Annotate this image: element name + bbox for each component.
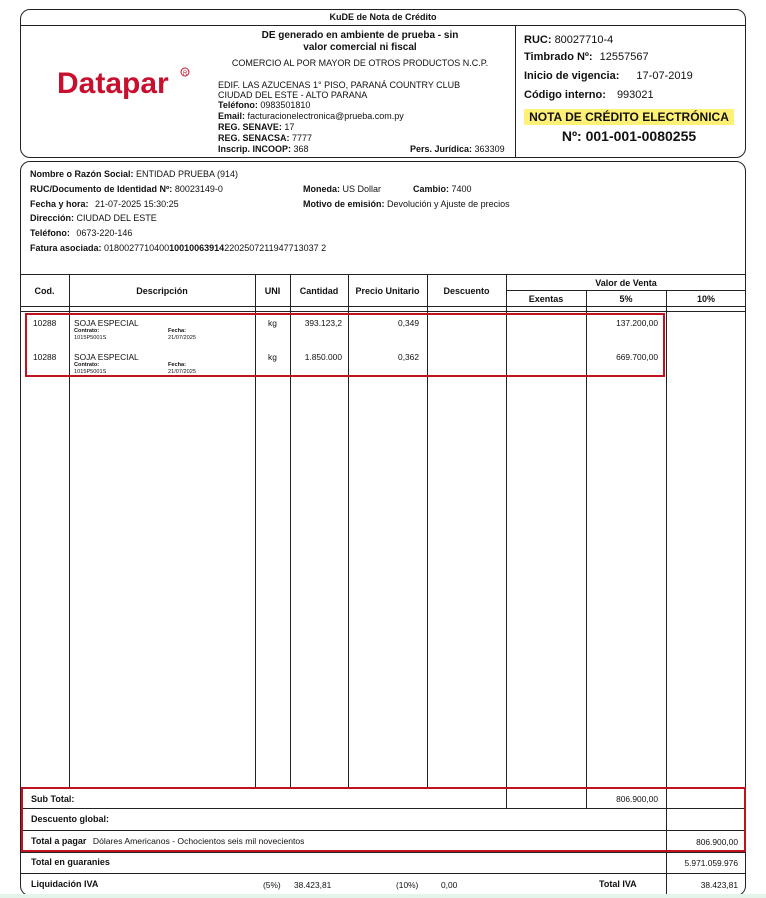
- row-cod: 10288: [33, 352, 57, 362]
- reg-senave: REG. SENAVE: 17: [218, 122, 295, 132]
- client-ruc: RUC/Documento de Identidad Nº: 80023149-0: [30, 184, 223, 194]
- row-contrato: 1015P5001S: [74, 369, 107, 375]
- company-logo: [57, 64, 197, 102]
- row-contrato-label: Contrato:: [74, 362, 100, 368]
- row-fecha: 21/07/2025: [168, 335, 196, 341]
- client-date: Fecha y hora: 21-07-2025 15:30:25: [30, 199, 179, 209]
- total-iva-label: Total IVA: [599, 879, 637, 889]
- document-number: Nº: 001-001-0080255: [561, 128, 697, 144]
- pers-juridica: Pers. Jurídica: 363309: [410, 144, 505, 154]
- business-activity: COMERCIO AL POR MAYOR DE OTROS PRODUCTOS N.C.P.: [231, 58, 489, 68]
- row-precio: 0,362: [398, 352, 419, 362]
- client-invoice: Fatura asociada: 0180027710400100100639142202507211947713037 2: [30, 243, 327, 253]
- client-address: Dirección: CIUDAD DEL ESTE: [30, 213, 157, 223]
- row-cod: 10288: [33, 318, 57, 328]
- ruc-field: RUC: 80027710-4: [524, 34, 614, 46]
- client-currency: Moneda: US Dollar: [303, 184, 382, 194]
- col-header-precio: Precio Unitario: [355, 286, 420, 296]
- client-box: [20, 161, 746, 896]
- client-phone: Teléfono: 0673-220-146: [30, 228, 133, 238]
- address-line-2: CIUDAD DEL ESTE - ALTO PARANA: [218, 90, 368, 100]
- row-5: 137.200,00: [616, 318, 658, 328]
- bottom-bar: [0, 894, 766, 898]
- descuento-global-label: Descuento global:: [31, 814, 110, 824]
- svg-text:R: R: [183, 71, 188, 77]
- row-fecha: 21/07/2025: [168, 369, 196, 375]
- annotation-rows-highlight: [25, 313, 665, 377]
- annotation-totals-highlight: [21, 787, 746, 852]
- row-cantidad: 393.123,2: [304, 318, 342, 328]
- row-precio: 0,349: [398, 318, 419, 328]
- iva5-value: 38.423,81: [294, 880, 332, 890]
- col-header-5: 5%: [619, 294, 633, 304]
- reg-senacsa: REG. SENACSA: 7777: [218, 133, 313, 143]
- col-header-descripcion: Descripción: [136, 286, 188, 296]
- liquidacion-iva-label: Liquidación IVA: [31, 879, 99, 889]
- row-contrato: 1015P5001S: [74, 335, 107, 341]
- iva10-value: 0,00: [441, 880, 458, 890]
- timbrado-field: Timbrado Nº: 12557567: [524, 51, 649, 63]
- subtotal-label: Sub Total:: [31, 794, 75, 804]
- logo-text: Datapar: [57, 67, 169, 100]
- row-5: 669.700,00: [616, 352, 658, 362]
- company-phone: Teléfono: 0983501810: [218, 100, 311, 110]
- iva5-label: (5%): [263, 880, 281, 890]
- company-email: Email: facturacionelectronica@prueba.com.py: [218, 111, 404, 121]
- total-a-pagar: Total a pagar Dólares Americanos - Ochocientos seis mil novecientos: [31, 836, 305, 846]
- col-header-uni: UNI: [264, 286, 281, 296]
- document-title: KuDE de Nota de Crédito: [329, 12, 437, 22]
- col-header-valor-venta: Valor de Venta: [595, 278, 657, 288]
- subtotal-5: 806.900,00: [616, 794, 658, 804]
- col-header-10: 10%: [696, 294, 715, 304]
- row-uni: kg: [268, 318, 277, 328]
- row-desc: SOJA ESPECIAL: [74, 318, 139, 328]
- codigo-interno-field: Código interno: 993021: [524, 89, 654, 101]
- col-header-cod: Cod.: [34, 286, 55, 296]
- col-header-cantidad: Cantidad: [299, 286, 339, 296]
- total-guaranies: 5.971.059.976: [684, 858, 738, 868]
- client-exchange: Cambio: 7400: [413, 184, 472, 194]
- iva10-label: (10%): [396, 880, 419, 890]
- client-name: Nombre o Razón Social: ENTIDAD PRUEBA (914): [30, 169, 239, 179]
- total-iva-value: 38.423,81: [700, 880, 738, 890]
- col-header-descuento: Descuento: [443, 286, 490, 296]
- vigencia-field: Inicio de vigencia: 17-07-2019: [524, 70, 693, 82]
- row-fecha-label: Fecha:: [168, 328, 187, 334]
- document-type: NOTA DE CRÉDITO ELECTRÓNICA: [524, 109, 734, 125]
- address-line-1: EDIF. LAS AZUCENAS 1° PISO, PARANÁ COUNTRY CLUB: [218, 80, 461, 90]
- col-header-exentas: Exentas: [528, 294, 564, 304]
- row-fecha-label: Fecha:: [168, 362, 187, 368]
- row-uni: kg: [268, 352, 277, 362]
- total-value: 806.900,00: [696, 837, 738, 847]
- row-cantidad: 1.850.000: [304, 352, 342, 362]
- row-desc: SOJA ESPECIAL: [74, 352, 139, 362]
- datapar-logo-icon: [57, 64, 197, 102]
- total-guaranies-label: Total en guaranies: [31, 857, 110, 867]
- client-motivo: Motivo de emisión: Devolución y Ajuste de precios: [303, 199, 510, 209]
- environment-notice: DE generado en ambiente de prueba - sin valor comercial ni fiscal: [261, 30, 459, 53]
- inscrip-incoop: Inscrip. INCOOP: 368: [218, 144, 309, 154]
- row-contrato-label: Contrato:: [74, 328, 100, 334]
